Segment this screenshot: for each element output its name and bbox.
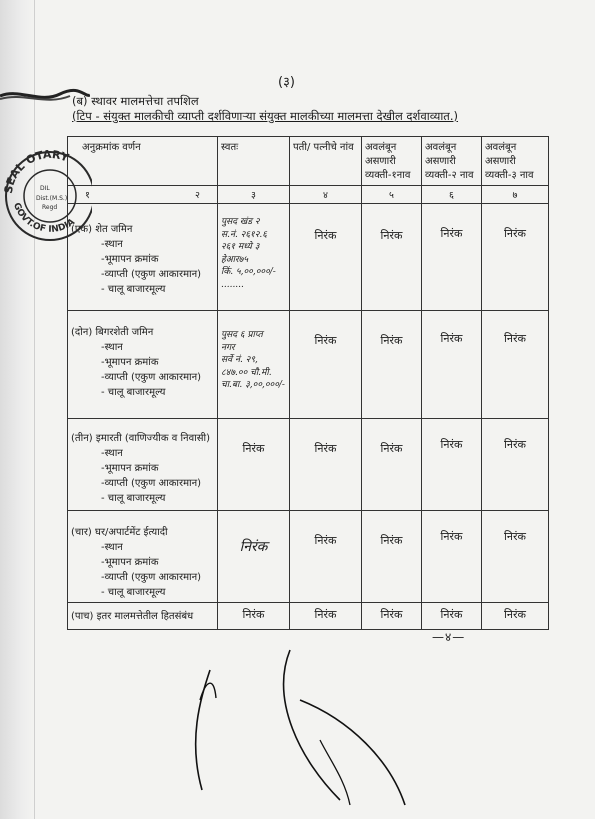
dependent-3-value bbox=[482, 204, 549, 311]
dependent-2-value bbox=[422, 511, 482, 603]
nil-text: निरंक bbox=[380, 334, 403, 347]
row-field: - चालू बाजारमूल्य bbox=[101, 493, 166, 504]
nil-text: निरंक bbox=[242, 442, 265, 455]
row-field: -स्थान bbox=[101, 448, 123, 459]
nil-text: निरंक bbox=[504, 332, 526, 345]
header-self: स्वतः bbox=[218, 137, 290, 186]
header-spouse: पती/ पत्नीचे नांव bbox=[290, 137, 362, 186]
column-number-row bbox=[68, 186, 549, 204]
spouse-value bbox=[290, 204, 362, 311]
table-row-house-apartment bbox=[68, 511, 549, 603]
nil-text: निरंक bbox=[440, 227, 463, 240]
row-title-text: इमारती (वाणिज्यीक व निवासी) bbox=[95, 433, 211, 444]
self-line: २६१ मध्ये ३ हेआर७५ bbox=[221, 242, 260, 265]
spouse-value bbox=[290, 419, 362, 511]
row-field: -व्याप्ती (एकुण आकारमान) bbox=[101, 372, 202, 383]
column-number-4: ४ bbox=[290, 186, 362, 204]
nil-text: निरंक bbox=[504, 530, 526, 543]
dependent-1-value bbox=[362, 311, 422, 419]
row-field: -भूमापन क्रमांक bbox=[101, 357, 159, 368]
row-field: - चालू बाजारमूल्य bbox=[101, 284, 166, 295]
dependent-1-value bbox=[362, 419, 422, 511]
nil-text: निरंक bbox=[314, 334, 337, 347]
header-serial-description: अनुक्रमांक वर्णन bbox=[68, 137, 218, 186]
spouse-value bbox=[290, 311, 362, 419]
self-value bbox=[218, 204, 290, 311]
column-number-7: ७ bbox=[482, 186, 549, 204]
self-value bbox=[218, 511, 290, 603]
nil-text: निरंक bbox=[440, 438, 463, 451]
column-number-2: २ bbox=[195, 190, 200, 201]
row-description bbox=[68, 311, 218, 419]
row-field: -व्याप्ती (एकुण आकारमान) bbox=[101, 572, 202, 583]
row-field: -स्थान bbox=[101, 542, 123, 553]
nil-text: निरंक bbox=[380, 229, 403, 242]
page-binding-edge bbox=[0, 0, 35, 819]
column-number-1: १ bbox=[85, 190, 90, 201]
row-title bbox=[71, 325, 214, 340]
dependent-1-value bbox=[362, 511, 422, 603]
table-row-other-interests bbox=[68, 603, 549, 630]
dependent-3-value bbox=[482, 603, 549, 630]
row-serial: (एक) bbox=[71, 224, 93, 235]
notary-seal-stamp bbox=[0, 130, 92, 252]
row-title bbox=[71, 525, 214, 540]
table-row-buildings bbox=[68, 419, 549, 511]
header-dependent-3: अवलंबून असणारी व्यक्ती-३ नाव bbox=[482, 137, 549, 186]
table-row-non-agricultural-land bbox=[68, 311, 549, 419]
column-number-5: ५ bbox=[362, 186, 422, 204]
row-description bbox=[68, 419, 218, 511]
nil-text: निरंक bbox=[242, 608, 265, 621]
dependent-2-value bbox=[422, 204, 482, 311]
nil-text: निरंक bbox=[239, 539, 268, 555]
dependent-3-value bbox=[482, 311, 549, 419]
property-table bbox=[67, 136, 549, 630]
nil-text: निरंक bbox=[380, 442, 403, 455]
nil-text: निरंक bbox=[504, 227, 526, 240]
svg-text:DIL: DIL bbox=[40, 185, 50, 192]
header-dependent-1: अवलंबून असणारी व्यक्ती-१नाव bbox=[362, 137, 422, 186]
nil-text: निरंक bbox=[504, 438, 526, 451]
row-field: -भूमापन क्रमांक bbox=[101, 463, 159, 474]
row-title-text: घर/अपार्टमेंट ईत्यादी bbox=[95, 527, 168, 538]
header-dependent-2: अवलंबून असणारी व्यक्ती-२ नाव bbox=[422, 137, 482, 186]
heading-title: (ब) स्थावर मालमत्तेचा तपशिल bbox=[72, 94, 199, 108]
row-title-text: इतर मालमत्तेतील हितसंबंध bbox=[96, 611, 194, 622]
self-line: पुसद खंड २ bbox=[221, 217, 260, 227]
dependent-2-value bbox=[422, 311, 482, 419]
row-title bbox=[71, 431, 214, 446]
spouse-value bbox=[290, 603, 362, 630]
dependent-1-value bbox=[362, 603, 422, 630]
nil-text: निरंक bbox=[314, 442, 337, 455]
row-serial: (तीन) bbox=[71, 433, 93, 444]
header-row bbox=[68, 137, 549, 186]
self-value bbox=[218, 311, 290, 419]
nil-text: निरंक bbox=[314, 229, 337, 242]
handwritten-signature bbox=[180, 640, 420, 810]
self-line: सर्वे नं. २९, bbox=[221, 355, 258, 365]
nil-text: निरंक bbox=[440, 332, 463, 345]
svg-text:Regd: Regd bbox=[42, 204, 58, 211]
row-field: -भूमापन क्रमांक bbox=[101, 254, 159, 265]
dependent-1-value bbox=[362, 204, 422, 311]
end-mark: —४— bbox=[432, 630, 466, 644]
self-line: स.नं. २६१२.६ bbox=[221, 229, 267, 240]
section-heading bbox=[72, 94, 458, 124]
column-number-3: ३ bbox=[218, 186, 290, 204]
row-serial: (पाच) bbox=[71, 611, 94, 622]
nil-text: निरंक bbox=[380, 534, 403, 547]
row-serial: (दोन) bbox=[71, 327, 93, 338]
self-value bbox=[218, 419, 290, 511]
dependent-2-value bbox=[422, 419, 482, 511]
dependent-2-value bbox=[422, 603, 482, 630]
heading-note: (टिप - संयुक्त मालकीची व्याप्ती दर्शविणाऱ्या संयुक्त मालकीच्या मालमत्ता देखील दर्शवाव्यात.) bbox=[72, 109, 459, 123]
nil-text: निरंक bbox=[504, 608, 526, 621]
row-field: -स्थान bbox=[101, 239, 123, 250]
row-title bbox=[71, 609, 214, 624]
row-title-text: बिगरशेती जमिन bbox=[95, 327, 154, 338]
row-serial: (चार) bbox=[71, 527, 92, 538]
page-number: (३) bbox=[278, 75, 295, 90]
self-line: ८४७.०० चौ.मी. bbox=[221, 367, 272, 378]
spouse-value bbox=[290, 511, 362, 603]
self-line: पुसद ६ प्राप्त bbox=[221, 330, 263, 340]
row-title bbox=[71, 222, 214, 237]
nil-text: निरंक bbox=[314, 534, 337, 547]
nil-text: निरंक bbox=[314, 608, 337, 621]
dependent-3-value bbox=[482, 511, 549, 603]
row-field: -स्थान bbox=[101, 342, 123, 353]
nil-text: निरंक bbox=[440, 530, 463, 543]
self-line: चा.बा. ३,००,०००/- bbox=[221, 380, 285, 390]
self-line: किं. ५,००,०००/- bbox=[221, 267, 276, 277]
svg-text:SEAL OTARY: SEAL OTARY bbox=[1, 147, 71, 195]
svg-text:GOVT.OF INDIA: GOVT.OF INDIA bbox=[11, 201, 77, 235]
row-field: - चालू बाजारमूल्य bbox=[101, 387, 166, 398]
row-field: -भूमापन क्रमांक bbox=[101, 557, 159, 568]
self-value bbox=[218, 603, 290, 630]
nil-text: निरंक bbox=[380, 608, 403, 621]
row-description bbox=[68, 603, 218, 630]
row-field: - चालू बाजारमूल्य bbox=[101, 587, 166, 598]
nil-text: निरंक bbox=[440, 608, 463, 621]
self-line: नगर bbox=[221, 342, 235, 353]
column-number-6: ६ bbox=[422, 186, 482, 204]
svg-text:Dist.(M.S.): Dist.(M.S.) bbox=[36, 195, 68, 202]
row-title-text: शेत जमिन bbox=[95, 224, 133, 235]
row-field: -व्याप्ती (एकुण आकारमान) bbox=[101, 478, 202, 489]
row-field: -व्याप्ती (एकुण आकारमान) bbox=[101, 269, 202, 280]
table-row-agricultural-land bbox=[68, 204, 549, 311]
self-line: ........ bbox=[221, 279, 244, 290]
row-description bbox=[68, 511, 218, 603]
dependent-3-value bbox=[482, 419, 549, 511]
